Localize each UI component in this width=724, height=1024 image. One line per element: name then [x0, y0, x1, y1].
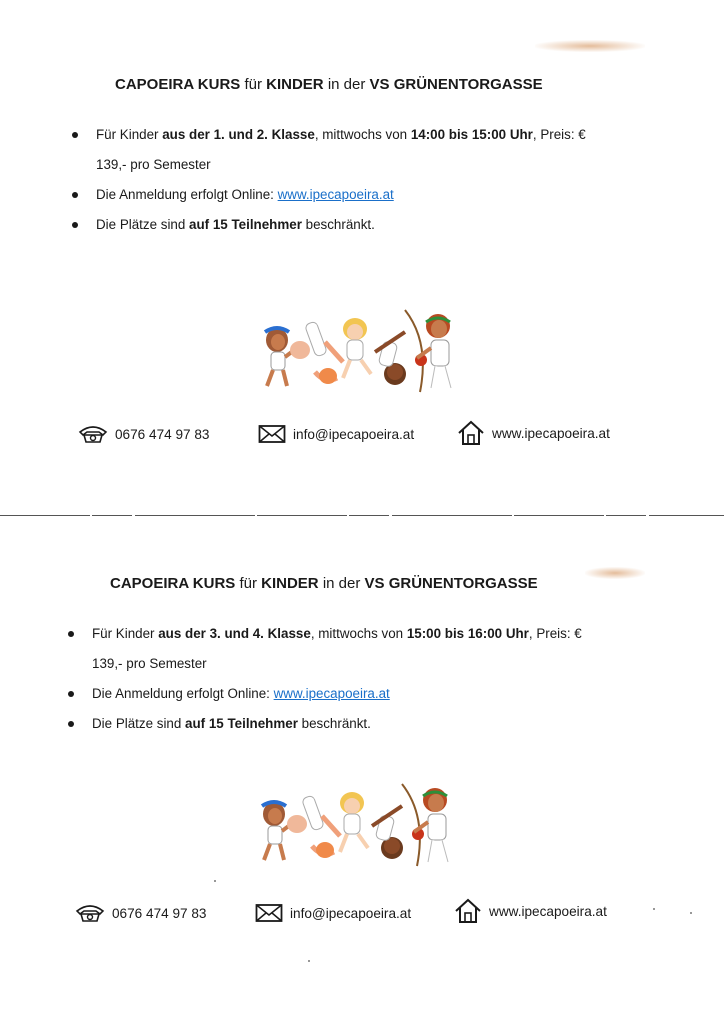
- list-item: Für Kinder aus der 1. und 2. Klasse, mittwochs von 14:00 bis 15:00 Uhr, Preis: € 139,- pro Semester: [72, 120, 586, 180]
- list-item: Die Plätze sind auf 15 Teilnehmer beschränkt.: [68, 709, 582, 739]
- bullet-dot: [72, 192, 78, 198]
- envelope-icon: [255, 903, 283, 923]
- list-item: Die Anmeldung erfolgt Online: www.ipecapoeira.at: [68, 679, 582, 709]
- phone-contact: [78, 424, 210, 444]
- info-list: [68, 619, 582, 739]
- house-icon: [457, 420, 485, 446]
- price-line: 139,- pro Semester: [96, 157, 211, 172]
- flyer-card: [0, 518, 724, 1024]
- bullet-dot: [72, 132, 78, 138]
- info-list: [72, 120, 586, 240]
- phone-icon: [78, 424, 108, 444]
- bullet-dot: [72, 222, 78, 228]
- house-icon: [454, 898, 482, 924]
- phone-number: 0676 474 97 83: [112, 905, 207, 921]
- bullet-dot: [68, 721, 74, 727]
- web-contact: [454, 898, 607, 924]
- web-contact: [457, 420, 610, 446]
- bullet-dot: [68, 691, 74, 697]
- email-contact: [258, 424, 414, 444]
- capoeira-kids-illustration: [255, 302, 465, 394]
- phone-number: 0676 474 97 83: [115, 426, 210, 442]
- flyer-title: CAPOEIRA KURS für KINDER in der VS GRÜNENTORGASSE: [115, 76, 543, 93]
- list-item: Die Plätze sind auf 15 Teilnehmer beschränkt.: [72, 210, 586, 240]
- email-address[interactable]: info@ipecapoeira.at: [290, 905, 412, 921]
- phone-icon: [75, 903, 105, 923]
- list-item: Für Kinder aus der 3. und 4. Klasse, mittwochs von 15:00 bis 16:00 Uhr, Preis: € 139,- pro Semester: [68, 619, 582, 679]
- cut-divider: [0, 514, 724, 517]
- phone-contact: [75, 903, 207, 923]
- list-item: Die Anmeldung erfolgt Online: www.ipecapoeira.at: [72, 180, 586, 210]
- email-address[interactable]: info@ipecapoeira.at: [293, 426, 415, 442]
- registration-link[interactable]: www.ipecapoeira.at: [277, 187, 394, 202]
- registration-link[interactable]: www.ipecapoeira.at: [273, 686, 390, 701]
- envelope-icon: [258, 424, 286, 444]
- email-contact: [255, 903, 411, 923]
- website[interactable]: www.ipecapoeira.at: [489, 903, 607, 919]
- bullet-dot: [68, 631, 74, 637]
- price-line: 139,- pro Semester: [92, 656, 207, 671]
- capoeira-kids-illustration: [252, 776, 462, 868]
- website[interactable]: www.ipecapoeira.at: [492, 425, 610, 441]
- flyer-title: CAPOEIRA KURS für KINDER in der VS GRÜNENTORGASSE: [110, 575, 538, 592]
